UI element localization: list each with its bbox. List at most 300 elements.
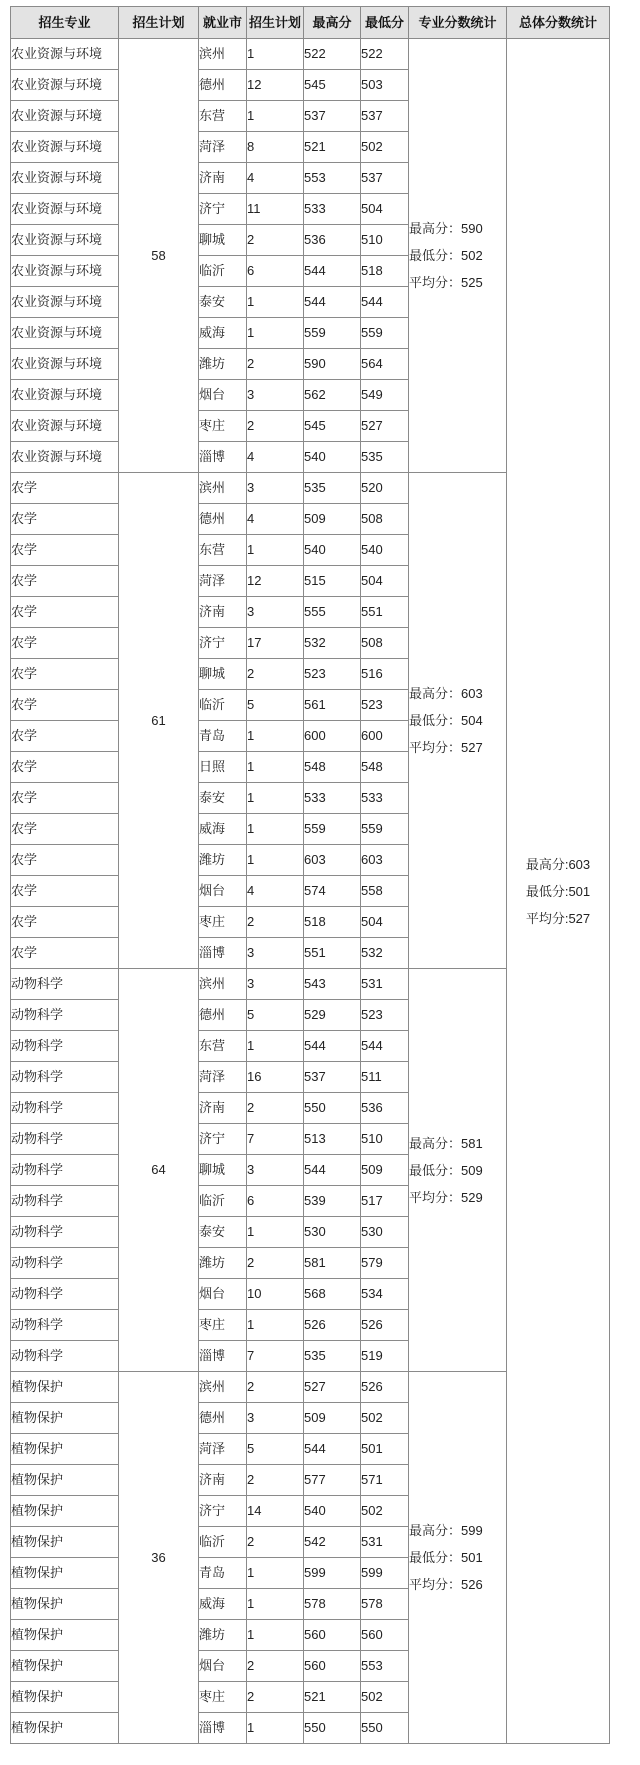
min-score-cell: 549 — [361, 380, 409, 411]
min-score-cell: 564 — [361, 349, 409, 380]
city-plan-cell: 3 — [247, 1403, 304, 1434]
max-score-cell: 530 — [304, 1217, 361, 1248]
city-plan-cell: 2 — [247, 1093, 304, 1124]
max-score-cell: 523 — [304, 659, 361, 690]
city-cell: 东营 — [199, 1031, 247, 1062]
max-score-cell: 599 — [304, 1558, 361, 1589]
max-score-cell: 529 — [304, 1000, 361, 1031]
min-score-cell: 534 — [361, 1279, 409, 1310]
max-score-cell: 533 — [304, 783, 361, 814]
min-score-cell: 504 — [361, 194, 409, 225]
min-score-cell: 578 — [361, 1589, 409, 1620]
city-plan-cell: 2 — [247, 1465, 304, 1496]
header-major: 招生专业 — [11, 7, 119, 39]
max-score-cell: 568 — [304, 1279, 361, 1310]
major-cell: 农学 — [11, 597, 119, 628]
major-cell: 农学 — [11, 504, 119, 535]
major-stats-cell — [409, 473, 507, 969]
min-score-cell: 509 — [361, 1155, 409, 1186]
max-score-cell: 521 — [304, 1682, 361, 1713]
city-plan-cell: 7 — [247, 1341, 304, 1372]
city-cell: 泰安 — [199, 287, 247, 318]
city-plan-cell: 1 — [247, 1031, 304, 1062]
city-cell: 临沂 — [199, 1186, 247, 1217]
city-cell: 滨州 — [199, 1372, 247, 1403]
city-cell: 济南 — [199, 1093, 247, 1124]
header-city-plan: 招生计划 — [247, 7, 304, 39]
major-stat-line: 最高分：603 — [409, 686, 483, 701]
city-plan-cell: 8 — [247, 132, 304, 163]
max-score-cell: 522 — [304, 39, 361, 70]
max-score-cell: 526 — [304, 1310, 361, 1341]
min-score-cell: 603 — [361, 845, 409, 876]
city-plan-cell: 1 — [247, 783, 304, 814]
city-plan-cell: 2 — [247, 1527, 304, 1558]
city-cell: 聊城 — [199, 1155, 247, 1186]
major-cell: 农业资源与环境 — [11, 318, 119, 349]
major-cell: 农业资源与环境 — [11, 70, 119, 101]
min-score-cell: 553 — [361, 1651, 409, 1682]
city-cell: 泰安 — [199, 783, 247, 814]
min-score-cell: 579 — [361, 1248, 409, 1279]
city-cell: 枣庄 — [199, 1310, 247, 1341]
major-cell: 农学 — [11, 907, 119, 938]
city-plan-cell: 3 — [247, 380, 304, 411]
min-score-cell: 540 — [361, 535, 409, 566]
city-cell: 济宁 — [199, 628, 247, 659]
max-score-cell: 540 — [304, 1496, 361, 1527]
overall-stat-line: 平均分:527 — [525, 910, 591, 926]
major-cell: 动物科学 — [11, 1279, 119, 1310]
major-stat-line: 最低分：502 — [409, 248, 483, 263]
major-cell: 植物保护 — [11, 1527, 119, 1558]
major-stat-line: 最低分：504 — [409, 713, 483, 728]
city-plan-cell: 2 — [247, 1372, 304, 1403]
city-plan-cell: 4 — [247, 876, 304, 907]
min-score-cell: 523 — [361, 1000, 409, 1031]
city-plan-cell: 4 — [247, 504, 304, 535]
min-score-cell: 560 — [361, 1620, 409, 1651]
min-score-cell: 599 — [361, 1558, 409, 1589]
city-plan-cell: 1 — [247, 101, 304, 132]
min-score-cell: 510 — [361, 225, 409, 256]
major-cell: 农学 — [11, 752, 119, 783]
min-score-cell: 550 — [361, 1713, 409, 1744]
city-plan-cell: 1 — [247, 1558, 304, 1589]
major-cell: 动物科学 — [11, 1031, 119, 1062]
city-cell: 烟台 — [199, 380, 247, 411]
major-cell: 植物保护 — [11, 1589, 119, 1620]
major-plan-cell: 61 — [119, 473, 199, 969]
major-cell: 农学 — [11, 783, 119, 814]
city-plan-cell: 2 — [247, 411, 304, 442]
min-score-cell: 530 — [361, 1217, 409, 1248]
city-plan-cell: 12 — [247, 566, 304, 597]
city-cell: 淄博 — [199, 938, 247, 969]
city-plan-cell: 1 — [247, 318, 304, 349]
major-cell: 农业资源与环境 — [11, 411, 119, 442]
min-score-cell: 551 — [361, 597, 409, 628]
min-score-cell: 503 — [361, 70, 409, 101]
major-cell: 植物保护 — [11, 1558, 119, 1589]
city-plan-cell: 2 — [247, 659, 304, 690]
major-cell: 植物保护 — [11, 1465, 119, 1496]
major-plan-cell: 58 — [119, 39, 199, 473]
max-score-cell: 581 — [304, 1248, 361, 1279]
min-score-cell: 523 — [361, 690, 409, 721]
city-plan-cell: 6 — [247, 256, 304, 287]
max-score-cell: 561 — [304, 690, 361, 721]
city-cell: 德州 — [199, 70, 247, 101]
max-score-cell: 603 — [304, 845, 361, 876]
min-score-cell: 535 — [361, 442, 409, 473]
city-cell: 菏泽 — [199, 1434, 247, 1465]
city-cell: 潍坊 — [199, 1248, 247, 1279]
min-score-cell: 518 — [361, 256, 409, 287]
max-score-cell: 559 — [304, 318, 361, 349]
major-cell: 动物科学 — [11, 1062, 119, 1093]
city-plan-cell: 1 — [247, 39, 304, 70]
city-cell: 威海 — [199, 1589, 247, 1620]
major-plan-cell: 36 — [119, 1372, 199, 1744]
city-cell: 烟台 — [199, 1279, 247, 1310]
min-score-cell: 516 — [361, 659, 409, 690]
city-cell: 济宁 — [199, 194, 247, 225]
major-stat-line: 平均分：529 — [409, 1189, 483, 1205]
major-cell: 农业资源与环境 — [11, 101, 119, 132]
city-cell: 菏泽 — [199, 566, 247, 597]
major-cell: 植物保护 — [11, 1651, 119, 1682]
min-score-cell: 533 — [361, 783, 409, 814]
city-cell: 济南 — [199, 163, 247, 194]
city-plan-cell: 1 — [247, 287, 304, 318]
max-score-cell: 545 — [304, 70, 361, 101]
major-cell: 农业资源与环境 — [11, 132, 119, 163]
city-plan-cell: 16 — [247, 1062, 304, 1093]
table-body — [11, 39, 610, 1744]
city-plan-cell: 1 — [247, 1713, 304, 1744]
city-cell: 滨州 — [199, 39, 247, 70]
major-cell: 动物科学 — [11, 1155, 119, 1186]
max-score-cell: 509 — [304, 1403, 361, 1434]
city-plan-cell: 3 — [247, 969, 304, 1000]
min-score-cell: 559 — [361, 814, 409, 845]
city-plan-cell: 1 — [247, 752, 304, 783]
major-cell: 农业资源与环境 — [11, 349, 119, 380]
max-score-cell: 548 — [304, 752, 361, 783]
city-plan-cell: 10 — [247, 1279, 304, 1310]
major-cell: 植物保护 — [11, 1403, 119, 1434]
major-cell: 农业资源与环境 — [11, 225, 119, 256]
major-cell: 植物保护 — [11, 1496, 119, 1527]
max-score-cell: 590 — [304, 349, 361, 380]
city-plan-cell: 5 — [247, 690, 304, 721]
city-plan-cell: 3 — [247, 1155, 304, 1186]
min-score-cell: 520 — [361, 473, 409, 504]
city-cell: 聊城 — [199, 659, 247, 690]
min-score-cell: 508 — [361, 504, 409, 535]
min-score-cell: 522 — [361, 39, 409, 70]
header-overall-stats: 总体分数统计 — [507, 7, 610, 39]
min-score-cell: 537 — [361, 101, 409, 132]
min-score-cell: 526 — [361, 1372, 409, 1403]
min-score-cell: 502 — [361, 1403, 409, 1434]
city-cell: 临沂 — [199, 1527, 247, 1558]
major-cell: 农学 — [11, 473, 119, 504]
major-stat-line: 平均分：527 — [409, 740, 483, 755]
min-score-cell: 502 — [361, 1682, 409, 1713]
city-plan-cell: 5 — [247, 1434, 304, 1465]
min-score-cell: 508 — [361, 628, 409, 659]
header-major-stats: 专业分数统计 — [409, 7, 507, 39]
city-plan-cell: 17 — [247, 628, 304, 659]
major-cell: 农学 — [11, 876, 119, 907]
city-plan-cell: 1 — [247, 721, 304, 752]
major-cell: 动物科学 — [11, 1310, 119, 1341]
city-plan-cell: 2 — [247, 1651, 304, 1682]
header-min-score: 最低分 — [361, 7, 409, 39]
city-plan-cell: 1 — [247, 1589, 304, 1620]
city-cell: 威海 — [199, 318, 247, 349]
city-plan-cell: 1 — [247, 1217, 304, 1248]
city-plan-cell: 3 — [247, 597, 304, 628]
min-score-cell: 600 — [361, 721, 409, 752]
major-stats-cell — [409, 969, 507, 1372]
min-score-cell: 544 — [361, 1031, 409, 1062]
city-plan-cell: 3 — [247, 938, 304, 969]
major-cell: 农学 — [11, 814, 119, 845]
city-cell: 滨州 — [199, 473, 247, 504]
max-score-cell: 560 — [304, 1651, 361, 1682]
city-cell: 淄博 — [199, 1341, 247, 1372]
major-cell: 农业资源与环境 — [11, 287, 119, 318]
major-cell: 农学 — [11, 938, 119, 969]
major-stats-cell — [409, 39, 507, 473]
major-cell: 农学 — [11, 721, 119, 752]
major-cell: 农学 — [11, 566, 119, 597]
city-cell: 青岛 — [199, 1558, 247, 1589]
city-plan-cell: 1 — [247, 814, 304, 845]
city-plan-cell: 2 — [247, 1248, 304, 1279]
city-cell: 德州 — [199, 1000, 247, 1031]
city-cell: 东营 — [199, 535, 247, 566]
city-plan-cell: 3 — [247, 473, 304, 504]
city-cell: 烟台 — [199, 876, 247, 907]
min-score-cell: 532 — [361, 938, 409, 969]
max-score-cell: 545 — [304, 411, 361, 442]
city-cell: 枣庄 — [199, 907, 247, 938]
city-plan-cell: 1 — [247, 845, 304, 876]
major-cell: 植物保护 — [11, 1620, 119, 1651]
min-score-cell: 519 — [361, 1341, 409, 1372]
major-stat-line: 最低分：509 — [409, 1162, 483, 1178]
city-plan-cell: 2 — [247, 1682, 304, 1713]
max-score-cell: 544 — [304, 1031, 361, 1062]
min-score-cell: 527 — [361, 411, 409, 442]
min-score-cell: 502 — [361, 132, 409, 163]
max-score-cell: 518 — [304, 907, 361, 938]
max-score-cell: 539 — [304, 1186, 361, 1217]
header-max-score: 最高分 — [304, 7, 361, 39]
city-cell: 聊城 — [199, 225, 247, 256]
major-plan-cell: 64 — [119, 969, 199, 1372]
major-cell: 农业资源与环境 — [11, 163, 119, 194]
max-score-cell: 577 — [304, 1465, 361, 1496]
max-score-cell: 574 — [304, 876, 361, 907]
city-cell: 东营 — [199, 101, 247, 132]
major-cell: 农学 — [11, 659, 119, 690]
min-score-cell: 531 — [361, 1527, 409, 1558]
major-cell: 动物科学 — [11, 1248, 119, 1279]
header-major-plan: 招生计划 — [119, 7, 199, 39]
major-cell: 动物科学 — [11, 1093, 119, 1124]
max-score-cell: 536 — [304, 225, 361, 256]
min-score-cell: 559 — [361, 318, 409, 349]
min-score-cell: 504 — [361, 566, 409, 597]
city-cell: 济南 — [199, 1465, 247, 1496]
min-score-cell: 510 — [361, 1124, 409, 1155]
city-cell: 枣庄 — [199, 1682, 247, 1713]
max-score-cell: 555 — [304, 597, 361, 628]
max-score-cell: 600 — [304, 721, 361, 752]
city-plan-cell: 5 — [247, 1000, 304, 1031]
major-cell: 农业资源与环境 — [11, 39, 119, 70]
max-score-cell: 521 — [304, 132, 361, 163]
city-plan-cell: 1 — [247, 1310, 304, 1341]
major-cell: 农业资源与环境 — [11, 256, 119, 287]
min-score-cell: 511 — [361, 1062, 409, 1093]
major-cell: 动物科学 — [11, 1124, 119, 1155]
max-score-cell: 543 — [304, 969, 361, 1000]
major-cell: 植物保护 — [11, 1372, 119, 1403]
min-score-cell: 526 — [361, 1310, 409, 1341]
city-cell: 德州 — [199, 504, 247, 535]
admission-score-table — [10, 6, 610, 1744]
city-plan-cell: 12 — [247, 70, 304, 101]
max-score-cell: 559 — [304, 814, 361, 845]
max-score-cell: 540 — [304, 442, 361, 473]
city-cell: 菏泽 — [199, 1062, 247, 1093]
major-cell: 农业资源与环境 — [11, 194, 119, 225]
major-cell: 动物科学 — [11, 969, 119, 1000]
city-plan-cell: 2 — [247, 349, 304, 380]
max-score-cell: 578 — [304, 1589, 361, 1620]
major-stat-line: 最高分：599 — [409, 1523, 483, 1538]
major-stat-line: 最高分：581 — [409, 1135, 483, 1151]
major-cell: 农业资源与环境 — [11, 442, 119, 473]
min-score-cell: 571 — [361, 1465, 409, 1496]
min-score-cell: 537 — [361, 163, 409, 194]
max-score-cell: 515 — [304, 566, 361, 597]
city-cell: 淄博 — [199, 1713, 247, 1744]
city-cell: 潍坊 — [199, 349, 247, 380]
city-plan-cell: 1 — [247, 1620, 304, 1651]
city-cell: 济宁 — [199, 1124, 247, 1155]
min-score-cell: 504 — [361, 907, 409, 938]
header-city: 就业市 — [199, 7, 247, 39]
max-score-cell: 544 — [304, 1155, 361, 1186]
city-cell: 临沂 — [199, 256, 247, 287]
city-plan-cell: 2 — [247, 225, 304, 256]
major-cell: 农业资源与环境 — [11, 380, 119, 411]
city-cell: 临沂 — [199, 690, 247, 721]
min-score-cell: 558 — [361, 876, 409, 907]
city-cell: 德州 — [199, 1403, 247, 1434]
city-plan-cell: 11 — [247, 194, 304, 225]
max-score-cell: 544 — [304, 256, 361, 287]
max-score-cell: 562 — [304, 380, 361, 411]
overall-stats-cell — [507, 39, 610, 1744]
max-score-cell: 551 — [304, 938, 361, 969]
max-score-cell: 527 — [304, 1372, 361, 1403]
major-cell: 动物科学 — [11, 1000, 119, 1031]
max-score-cell: 550 — [304, 1713, 361, 1744]
min-score-cell: 544 — [361, 287, 409, 318]
overall-stat-line: 最高分:603 — [525, 856, 591, 872]
major-cell: 农学 — [11, 628, 119, 659]
max-score-cell: 533 — [304, 194, 361, 225]
major-stat-line: 最高分：590 — [409, 221, 483, 236]
max-score-cell: 544 — [304, 1434, 361, 1465]
min-score-cell: 502 — [361, 1496, 409, 1527]
city-cell: 淄博 — [199, 442, 247, 473]
min-score-cell: 536 — [361, 1093, 409, 1124]
major-cell: 植物保护 — [11, 1434, 119, 1465]
header-row — [11, 7, 610, 39]
city-cell: 滨州 — [199, 969, 247, 1000]
city-cell: 威海 — [199, 814, 247, 845]
city-plan-cell: 4 — [247, 442, 304, 473]
city-cell: 济南 — [199, 597, 247, 628]
major-stats-cell — [409, 1372, 507, 1744]
city-cell: 泰安 — [199, 1217, 247, 1248]
city-cell: 枣庄 — [199, 411, 247, 442]
min-score-cell: 531 — [361, 969, 409, 1000]
max-score-cell: 540 — [304, 535, 361, 566]
max-score-cell: 542 — [304, 1527, 361, 1558]
major-cell: 农学 — [11, 535, 119, 566]
major-stat-line: 最低分：501 — [409, 1550, 483, 1565]
city-plan-cell: 7 — [247, 1124, 304, 1155]
overall-stat-line: 最低分:501 — [525, 883, 591, 899]
min-score-cell: 548 — [361, 752, 409, 783]
major-cell: 农学 — [11, 845, 119, 876]
max-score-cell: 513 — [304, 1124, 361, 1155]
city-cell: 日照 — [199, 752, 247, 783]
major-cell: 植物保护 — [11, 1682, 119, 1713]
max-score-cell: 537 — [304, 1062, 361, 1093]
max-score-cell: 535 — [304, 473, 361, 504]
city-cell: 烟台 — [199, 1651, 247, 1682]
city-plan-cell: 1 — [247, 535, 304, 566]
min-score-cell: 517 — [361, 1186, 409, 1217]
max-score-cell: 560 — [304, 1620, 361, 1651]
major-stat-line: 平均分：526 — [409, 1577, 483, 1592]
major-cell: 植物保护 — [11, 1713, 119, 1744]
table-row — [11, 39, 610, 70]
city-cell: 青岛 — [199, 721, 247, 752]
city-cell: 菏泽 — [199, 132, 247, 163]
max-score-cell: 532 — [304, 628, 361, 659]
city-cell: 潍坊 — [199, 845, 247, 876]
major-cell: 动物科学 — [11, 1186, 119, 1217]
min-score-cell: 501 — [361, 1434, 409, 1465]
major-cell: 农学 — [11, 690, 119, 721]
city-plan-cell: 4 — [247, 163, 304, 194]
major-cell: 动物科学 — [11, 1217, 119, 1248]
max-score-cell: 509 — [304, 504, 361, 535]
max-score-cell: 535 — [304, 1341, 361, 1372]
